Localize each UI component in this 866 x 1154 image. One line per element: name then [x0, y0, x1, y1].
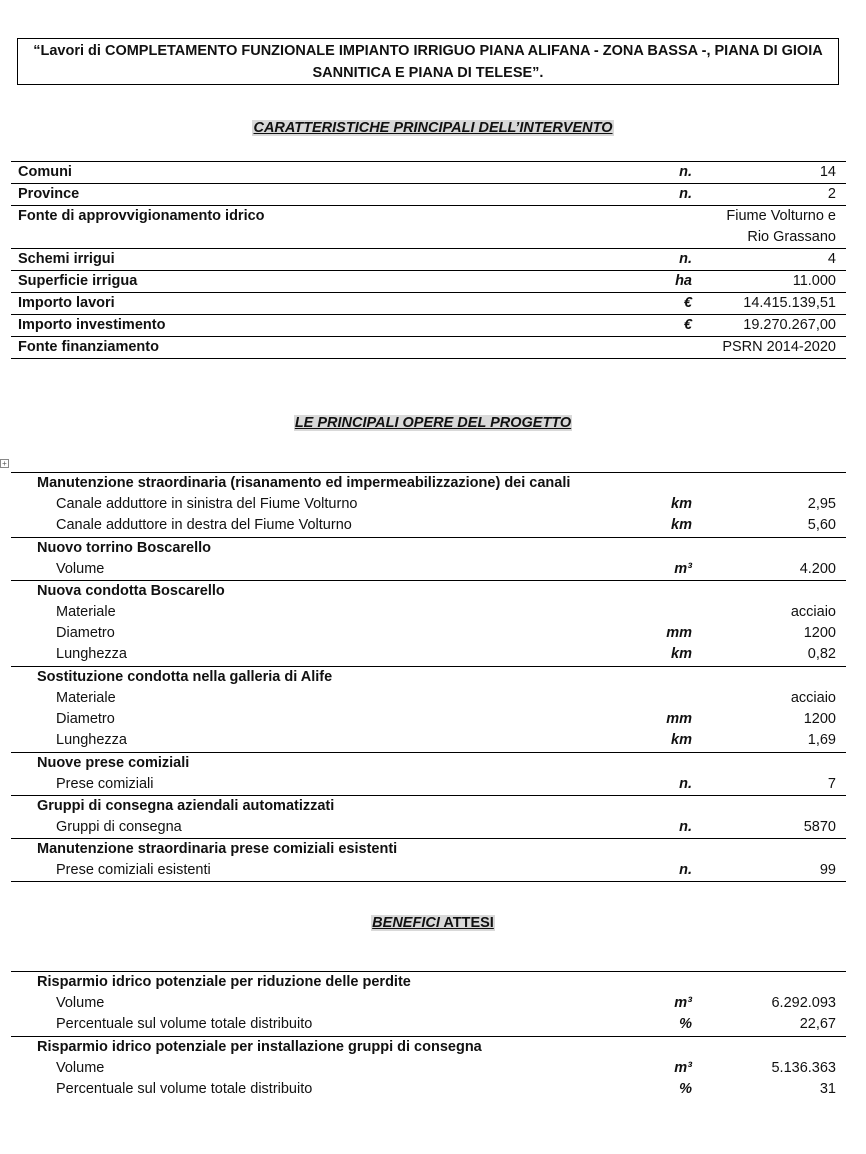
item-label: Volume — [56, 1060, 105, 1076]
group-title: Risparmio idrico potenziale per installazione gruppi di consegna — [37, 1039, 482, 1055]
item-unit: n. — [679, 862, 692, 878]
opere-heading-text: LE PRINCIPALI OPERE DEL PROGETTO — [294, 415, 572, 431]
row-label: Comuni — [18, 164, 72, 180]
row-value: 14 — [819, 164, 836, 180]
item-unit: n. — [679, 819, 692, 835]
item-unit: n. — [679, 776, 692, 792]
table-row — [11, 184, 846, 206]
item-unit: km — [671, 732, 692, 748]
row-value: 2 — [827, 186, 836, 202]
item-label: Diametro — [56, 711, 115, 727]
item-label: Diametro — [56, 625, 115, 641]
item-label: Prese comiziali — [56, 776, 154, 792]
group-title: Nuove prese comiziali — [37, 755, 190, 771]
row-label: Fonte di approvvigionamento idrico — [18, 208, 265, 224]
benefici-heading-part1: BENEFICI — [372, 915, 440, 931]
table-group — [11, 796, 846, 839]
row-label: Importo investimento — [18, 317, 166, 333]
table-group — [11, 581, 846, 667]
row-value: 4 — [827, 251, 836, 267]
table-group — [11, 667, 846, 753]
benefici-heading-part2: ATTESI — [439, 915, 494, 931]
item-label: Canale adduttore in sinistra del Fiume Volturno — [56, 496, 358, 512]
table-row — [11, 337, 846, 359]
table-group — [11, 538, 846, 581]
document-title: “Lavori di COMPLETAMENTO FUNZIONALE IMPIANTO IRRIGUO PIANA ALIFANA - ZONA BASSA -, PIANA DI GIOIA SANNITICA E PIANA DI TELESE”. — [17, 38, 839, 85]
item-unit: % — [679, 1016, 692, 1032]
table-group — [11, 972, 846, 1037]
opere-table — [11, 472, 846, 882]
table-row — [11, 271, 846, 293]
item-label: Volume — [56, 995, 105, 1011]
group-title: Nuova condotta Boscarello — [37, 583, 225, 599]
item-value: 5.136.363 — [771, 1060, 836, 1076]
item-unit: mm — [666, 625, 692, 641]
item-value: 0,82 — [807, 646, 836, 662]
item-label: Lunghezza — [56, 732, 127, 748]
item-value: 1200 — [803, 625, 836, 641]
item-label: Percentuale sul volume totale distribuito — [56, 1081, 313, 1097]
caratteristiche-table — [11, 161, 846, 359]
row-value: PSRN 2014-2020 — [722, 339, 836, 355]
row-unit: € — [683, 317, 692, 333]
row-label: Province — [18, 186, 80, 202]
group-title: Nuovo torrino Boscarello — [37, 540, 212, 556]
item-unit: % — [679, 1081, 692, 1097]
item-unit: m³ — [674, 1060, 692, 1076]
group-title: Gruppi di consegna aziendali automatizzati — [37, 798, 335, 814]
group-title: Manutenzione straordinaria (risanamento ed impermeabilizzazione) dei canali — [37, 475, 571, 491]
item-value: 5,60 — [807, 517, 836, 533]
item-label: Canale adduttore in destra del Fiume Volturno — [56, 517, 352, 533]
row-unit: n. — [679, 251, 692, 267]
item-value: 4.200 — [799, 561, 836, 577]
table-row — [11, 249, 846, 271]
row-unit: n. — [679, 164, 692, 180]
item-value: 1200 — [803, 711, 836, 727]
benefici-heading-text — [371, 915, 495, 931]
item-unit: mm — [666, 711, 692, 727]
row-unit: € — [683, 295, 692, 311]
row-unit: n. — [679, 186, 692, 202]
item-unit: m³ — [674, 995, 692, 1011]
table-row — [11, 293, 846, 315]
item-value: 1,69 — [807, 732, 836, 748]
row-label: Importo lavori — [18, 295, 115, 311]
item-unit: km — [671, 496, 692, 512]
row-value: 11.000 — [792, 273, 836, 289]
row-label: Schemi irrigui — [18, 251, 115, 267]
row-value: Fiume Volturno e — [726, 208, 836, 224]
row-label: Superficie irrigua — [18, 273, 138, 289]
benefici-heading — [0, 914, 866, 932]
table-group — [11, 753, 846, 796]
group-title: Risparmio idrico potenziale per riduzione delle perdite — [37, 974, 411, 990]
item-value: 99 — [819, 862, 836, 878]
row-unit: ha — [675, 273, 692, 289]
item-label: Lunghezza — [56, 646, 127, 662]
table-row — [11, 206, 846, 249]
item-label: Materiale — [56, 604, 116, 620]
item-unit: m³ — [674, 561, 692, 577]
item-value: acciaio — [790, 604, 836, 620]
opere-heading — [0, 414, 866, 432]
item-value: 2,95 — [807, 496, 836, 512]
item-value: 22,67 — [799, 1016, 836, 1032]
row-label: Fonte finanziamento — [18, 339, 159, 355]
item-label: Prese comiziali esistenti — [56, 862, 211, 878]
item-value: 5870 — [803, 819, 836, 835]
table-row — [11, 315, 846, 337]
table-row — [11, 162, 846, 184]
item-value: 31 — [819, 1081, 836, 1097]
group-title: Sostituzione condotta nella galleria di Alife — [37, 669, 333, 685]
row-value: 14.415.139,51 — [743, 295, 836, 311]
row-value: 19.270.267,00 — [743, 317, 836, 333]
item-unit: km — [671, 517, 692, 533]
item-label: Gruppi di consegna — [56, 819, 182, 835]
item-label: Percentuale sul volume totale distribuito — [56, 1016, 313, 1032]
table-group — [11, 473, 846, 538]
item-unit: km — [671, 646, 692, 662]
item-label: Volume — [56, 561, 105, 577]
group-title: Manutenzione straordinaria prese comiziali esistenti — [37, 841, 398, 857]
table-group — [11, 1037, 846, 1102]
item-value: 6.292.093 — [771, 995, 836, 1011]
item-label: Materiale — [56, 690, 116, 706]
item-value: 7 — [827, 776, 836, 792]
row-value-line2: Rio Grassano — [747, 229, 836, 245]
benefici-table — [11, 971, 846, 1102]
table-group — [11, 839, 846, 882]
item-value: acciaio — [790, 690, 836, 706]
caratteristiche-heading — [0, 119, 866, 137]
move-handle-icon[interactable]: + — [0, 459, 9, 468]
caratteristiche-heading-text: CARATTERISTICHE PRINCIPALI DELL’INTERVENTO — [253, 120, 613, 136]
